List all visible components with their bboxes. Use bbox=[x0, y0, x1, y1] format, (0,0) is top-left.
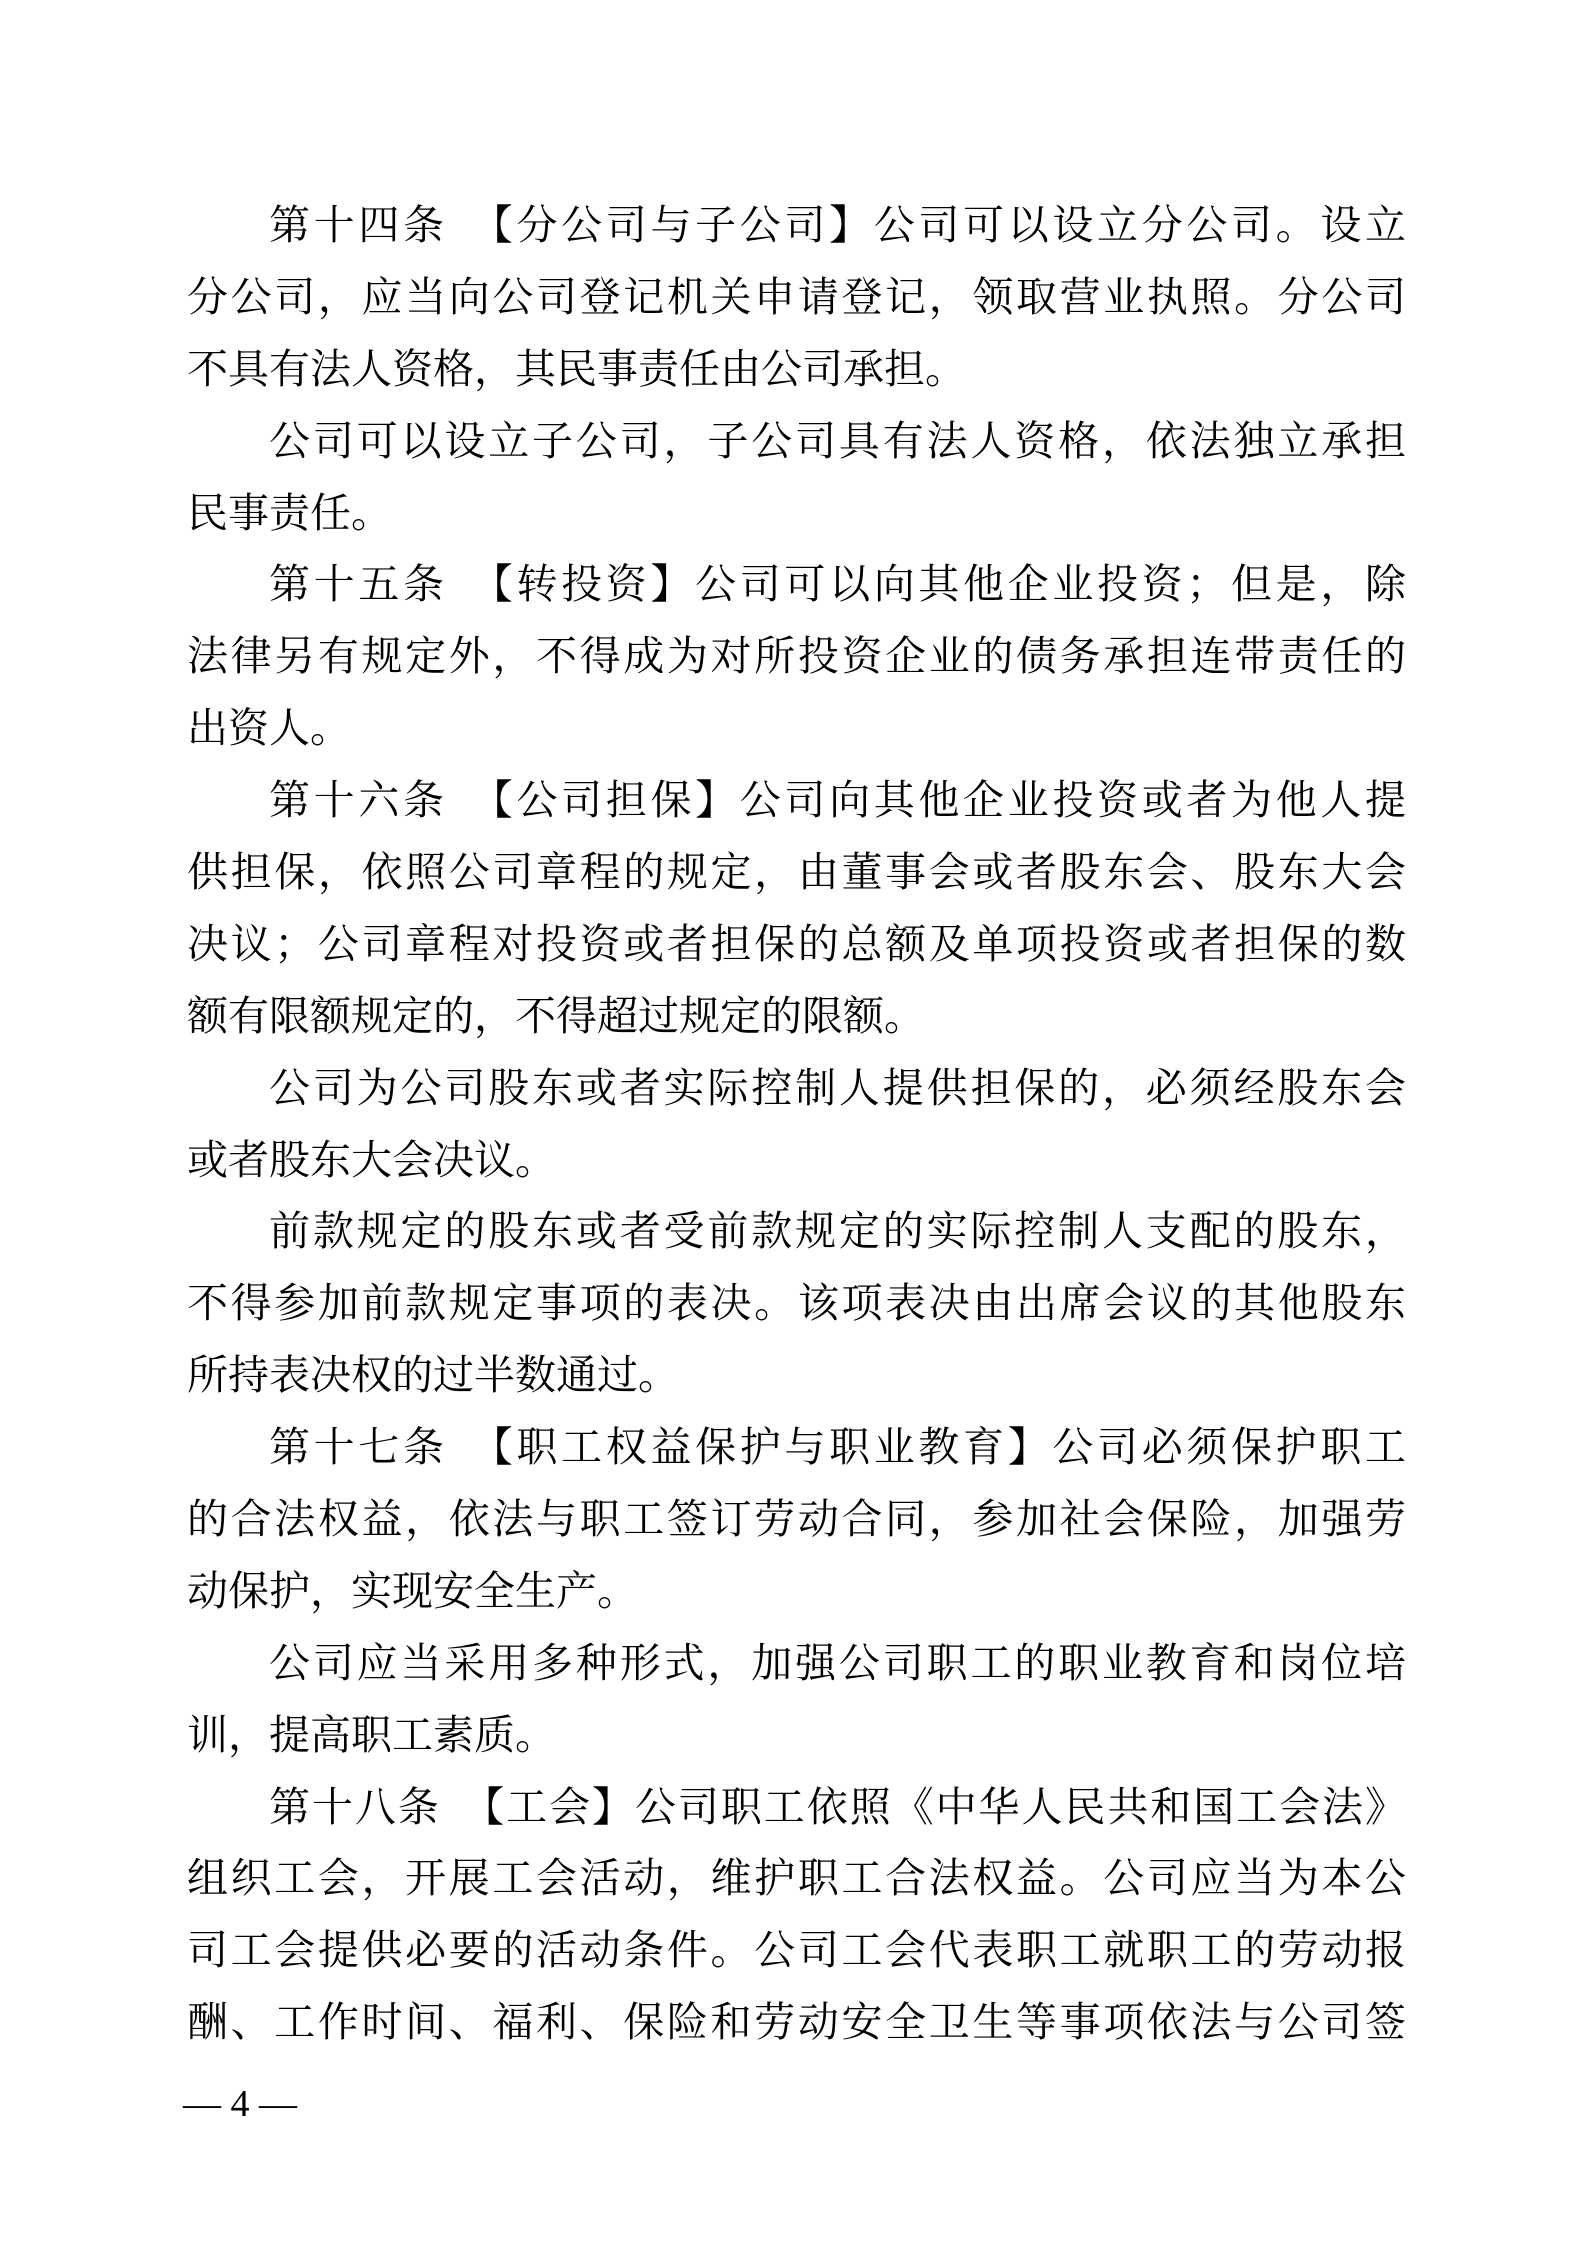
text-line: 第十六条 【公司担保】公司向其他企业投资或者为他人提 bbox=[269, 777, 1406, 824]
document-body bbox=[187, 190, 1406, 2059]
text-line: 第十五条 【转投资】公司可以向其他企业投资；但是，除 bbox=[269, 561, 1406, 608]
text-line: 分公司，应当向公司登记机关申请登记，领取营业执照。分公司 bbox=[187, 273, 1406, 320]
text-line: 出资人。 bbox=[187, 705, 351, 752]
page-number: — 4 — bbox=[183, 2083, 297, 2125]
text-line: 决议；公司章程对投资或者担保的总额及单项投资或者担保的数 bbox=[187, 920, 1406, 967]
text-line: 训，提高职工素质。 bbox=[187, 1711, 556, 1758]
text-line: 不得参加前款规定事项的表决。该项表决由出席会议的其他股东 bbox=[187, 1280, 1406, 1327]
text-line: 额有限额规定的，不得超过规定的限额。 bbox=[187, 992, 925, 1039]
text-line: 民事责任。 bbox=[187, 489, 392, 536]
text-line: 公司为公司股东或者实际控制人提供担保的，必须经股东会 bbox=[269, 1064, 1406, 1111]
text-line: 的合法权益，依法与职工签订劳动合同，参加社会保险，加强劳 bbox=[187, 1496, 1406, 1543]
text-line: 法律另有规定外，不得成为对所投资企业的债务承担连带责任的 bbox=[187, 633, 1406, 680]
text-line: 公司可以设立子公司，子公司具有法人资格，依法独立承担 bbox=[269, 417, 1406, 464]
text-line: 或者股东大会决议。 bbox=[187, 1136, 556, 1183]
text-line: 所持表决权的过半数通过。 bbox=[187, 1352, 679, 1399]
text-line: 第十四条 【分公司与子公司】公司可以设立分公司。设立 bbox=[269, 202, 1406, 248]
text-line: 动保护，实现安全生产。 bbox=[187, 1567, 638, 1614]
text-line: 第十七条 【职工权益保护与职业教育】公司必须保护职工 bbox=[269, 1424, 1406, 1471]
text-line: 第十八条 【工会】公司职工依照《中华人民共和国工会法》 bbox=[269, 1783, 1406, 1830]
text-line: 组织工会，开展工会活动，维护职工合法权益。公司应当为本公 bbox=[187, 1855, 1406, 1902]
text-line: 前款规定的股东或者受前款规定的实际控制人支配的股东， bbox=[269, 1208, 1406, 1255]
text-line: 不具有法人资格，其民事责任由公司承担。 bbox=[187, 345, 966, 392]
text-line: 司工会提供必要的活动条件。公司工会代表职工就职工的劳动报 bbox=[187, 1927, 1406, 1974]
text-line: 公司应当采用多种形式，加强公司职工的职业教育和岗位培 bbox=[269, 1639, 1406, 1686]
text-line: 供担保，依照公司章程的规定，由董事会或者股东会、股东大会 bbox=[187, 849, 1406, 896]
text-line: 酬、工作时间、福利、保险和劳动安全卫生等事项依法与公司签 bbox=[187, 1999, 1406, 2046]
